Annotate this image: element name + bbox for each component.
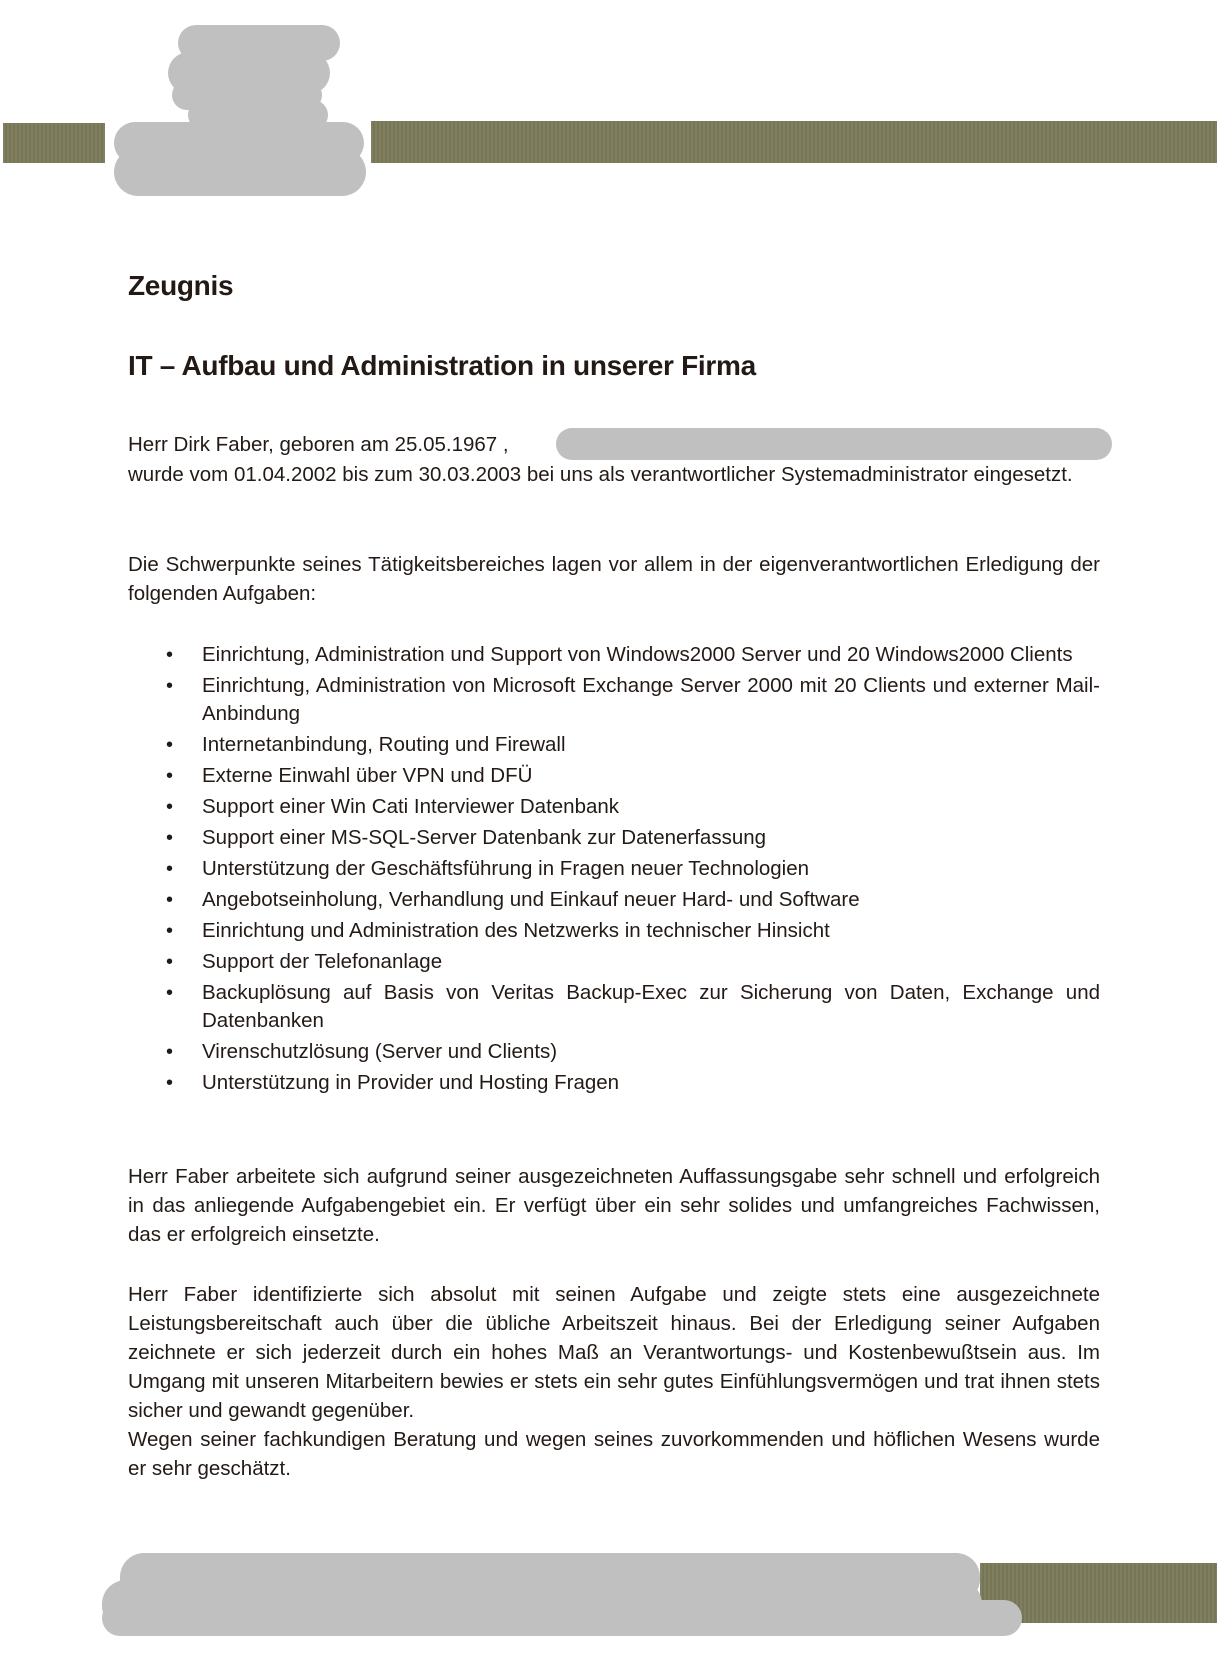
bullet-icon: • bbox=[166, 734, 174, 756]
paragraph-competence: Herr Faber arbeitete sich aufgrund seiner ausgezeichneten Auffassungsgabe sehr schnell und erfolgreich in das anliegende Aufgabengebiet ein. Er verfügt über ein sehr solides und umfangreiches Fachwissen, das er erfolgreich einsetzte. bbox=[128, 1165, 1100, 1246]
task-item: • Support einer MS-SQL-Server Datenbank zur Datenerfassung bbox=[128, 824, 1100, 852]
bullet-icon: • bbox=[166, 889, 174, 911]
task-item: • Internetanbindung, Routing und Firewall bbox=[128, 731, 1100, 759]
redacted-address bbox=[556, 428, 1112, 460]
document-title: Zeugnis bbox=[128, 270, 234, 301]
bullet-icon: • bbox=[166, 765, 174, 787]
bullet-icon: • bbox=[166, 982, 174, 1004]
bullet-icon: • bbox=[166, 920, 174, 942]
paragraph-closing: Wegen seiner fachkundigen Beratung und wegen seines zuvorkommenden und höflichen Wesens wurde er sehr geschätzt. bbox=[128, 1428, 1100, 1480]
task-item: • Angebotseinholung, Verhandlung und Einkauf neuer Hard- und Software bbox=[128, 886, 1100, 914]
bullet-icon: • bbox=[166, 951, 174, 973]
task-item: • Backuplösung auf Basis von Veritas Backup-Exec zur Sicherung von Daten, Exchange und Datenbanken bbox=[166, 981, 1100, 1032]
intro-text: Herr Dirk Faber, geboren am 25.05.1967 , bbox=[128, 433, 509, 456]
task-item: • Externe Einwahl über VPN und DFÜ bbox=[128, 762, 1100, 790]
bullet-icon: • bbox=[166, 827, 174, 849]
bullet-icon: • bbox=[166, 1072, 174, 1094]
intro-employment: wurde vom 01.04.2002 bis zum 30.03.2003 bei uns als verantwortlicher Systemadministrator eingesetzt. bbox=[128, 463, 1073, 486]
task-item: • Unterstützung in Provider und Hosting Fragen bbox=[128, 1069, 1100, 1097]
task-item: • Virenschutzlösung (Server und Clients) bbox=[128, 1038, 1100, 1066]
task-item: • Support der Telefonanlage bbox=[128, 948, 1100, 976]
bullet-icon: • bbox=[166, 1041, 174, 1063]
letterhead-band-right bbox=[371, 121, 1217, 163]
bullet-icon: • bbox=[166, 858, 174, 880]
task-item: • Einrichtung, Administration von Microsoft Exchange Server 2000 mit 20 Clients und externer Mail-Anbindung bbox=[166, 674, 1100, 725]
letterhead-band-left bbox=[3, 123, 105, 163]
task-item: • Einrichtung und Administration des Netzwerks in technischer Hinsicht bbox=[128, 917, 1100, 945]
task-item: • Einrichtung, Administration und Support von Windows2000 Server und 20 Windows2000 Clients bbox=[128, 641, 1100, 669]
task-list bbox=[128, 641, 1100, 1100]
bullet-icon: • bbox=[166, 675, 174, 697]
focus-intro: Die Schwerpunkte seines Tätigkeitsbereiches lagen vor allem in der eigenverantwortlichen Erledigung der folgenden Aufgaben: bbox=[128, 553, 1100, 605]
paragraph-performance: Herr Faber identifizierte sich absolut mit seinen Aufgabe und zeigte stets eine ausgezeichnete Leistungsbereitschaft auch über die übliche Arbeitszeit hinaus. Bei der Erledigung seiner Aufgaben zeichnete er sich jederzeit durch ein hohes Maß an Verantwortungs- und Kostenbewußtsein aus. Im Umgang mit unseren Mitarbeitern bewies er stets ein sehr gutes Einfühlungsvermögen und trat ihnen stets sicher und gewandt gegenüber. bbox=[128, 1283, 1100, 1422]
task-item: • Support einer Win Cati Interviewer Datenbank bbox=[128, 793, 1100, 821]
document-subtitle: IT – Aufbau und Administration in unserer Firma bbox=[128, 350, 756, 381]
bullet-icon: • bbox=[166, 644, 174, 666]
task-item: • Unterstützung der Geschäftsführung in Fragen neuer Technologien bbox=[128, 855, 1100, 883]
bullet-icon: • bbox=[166, 796, 174, 818]
